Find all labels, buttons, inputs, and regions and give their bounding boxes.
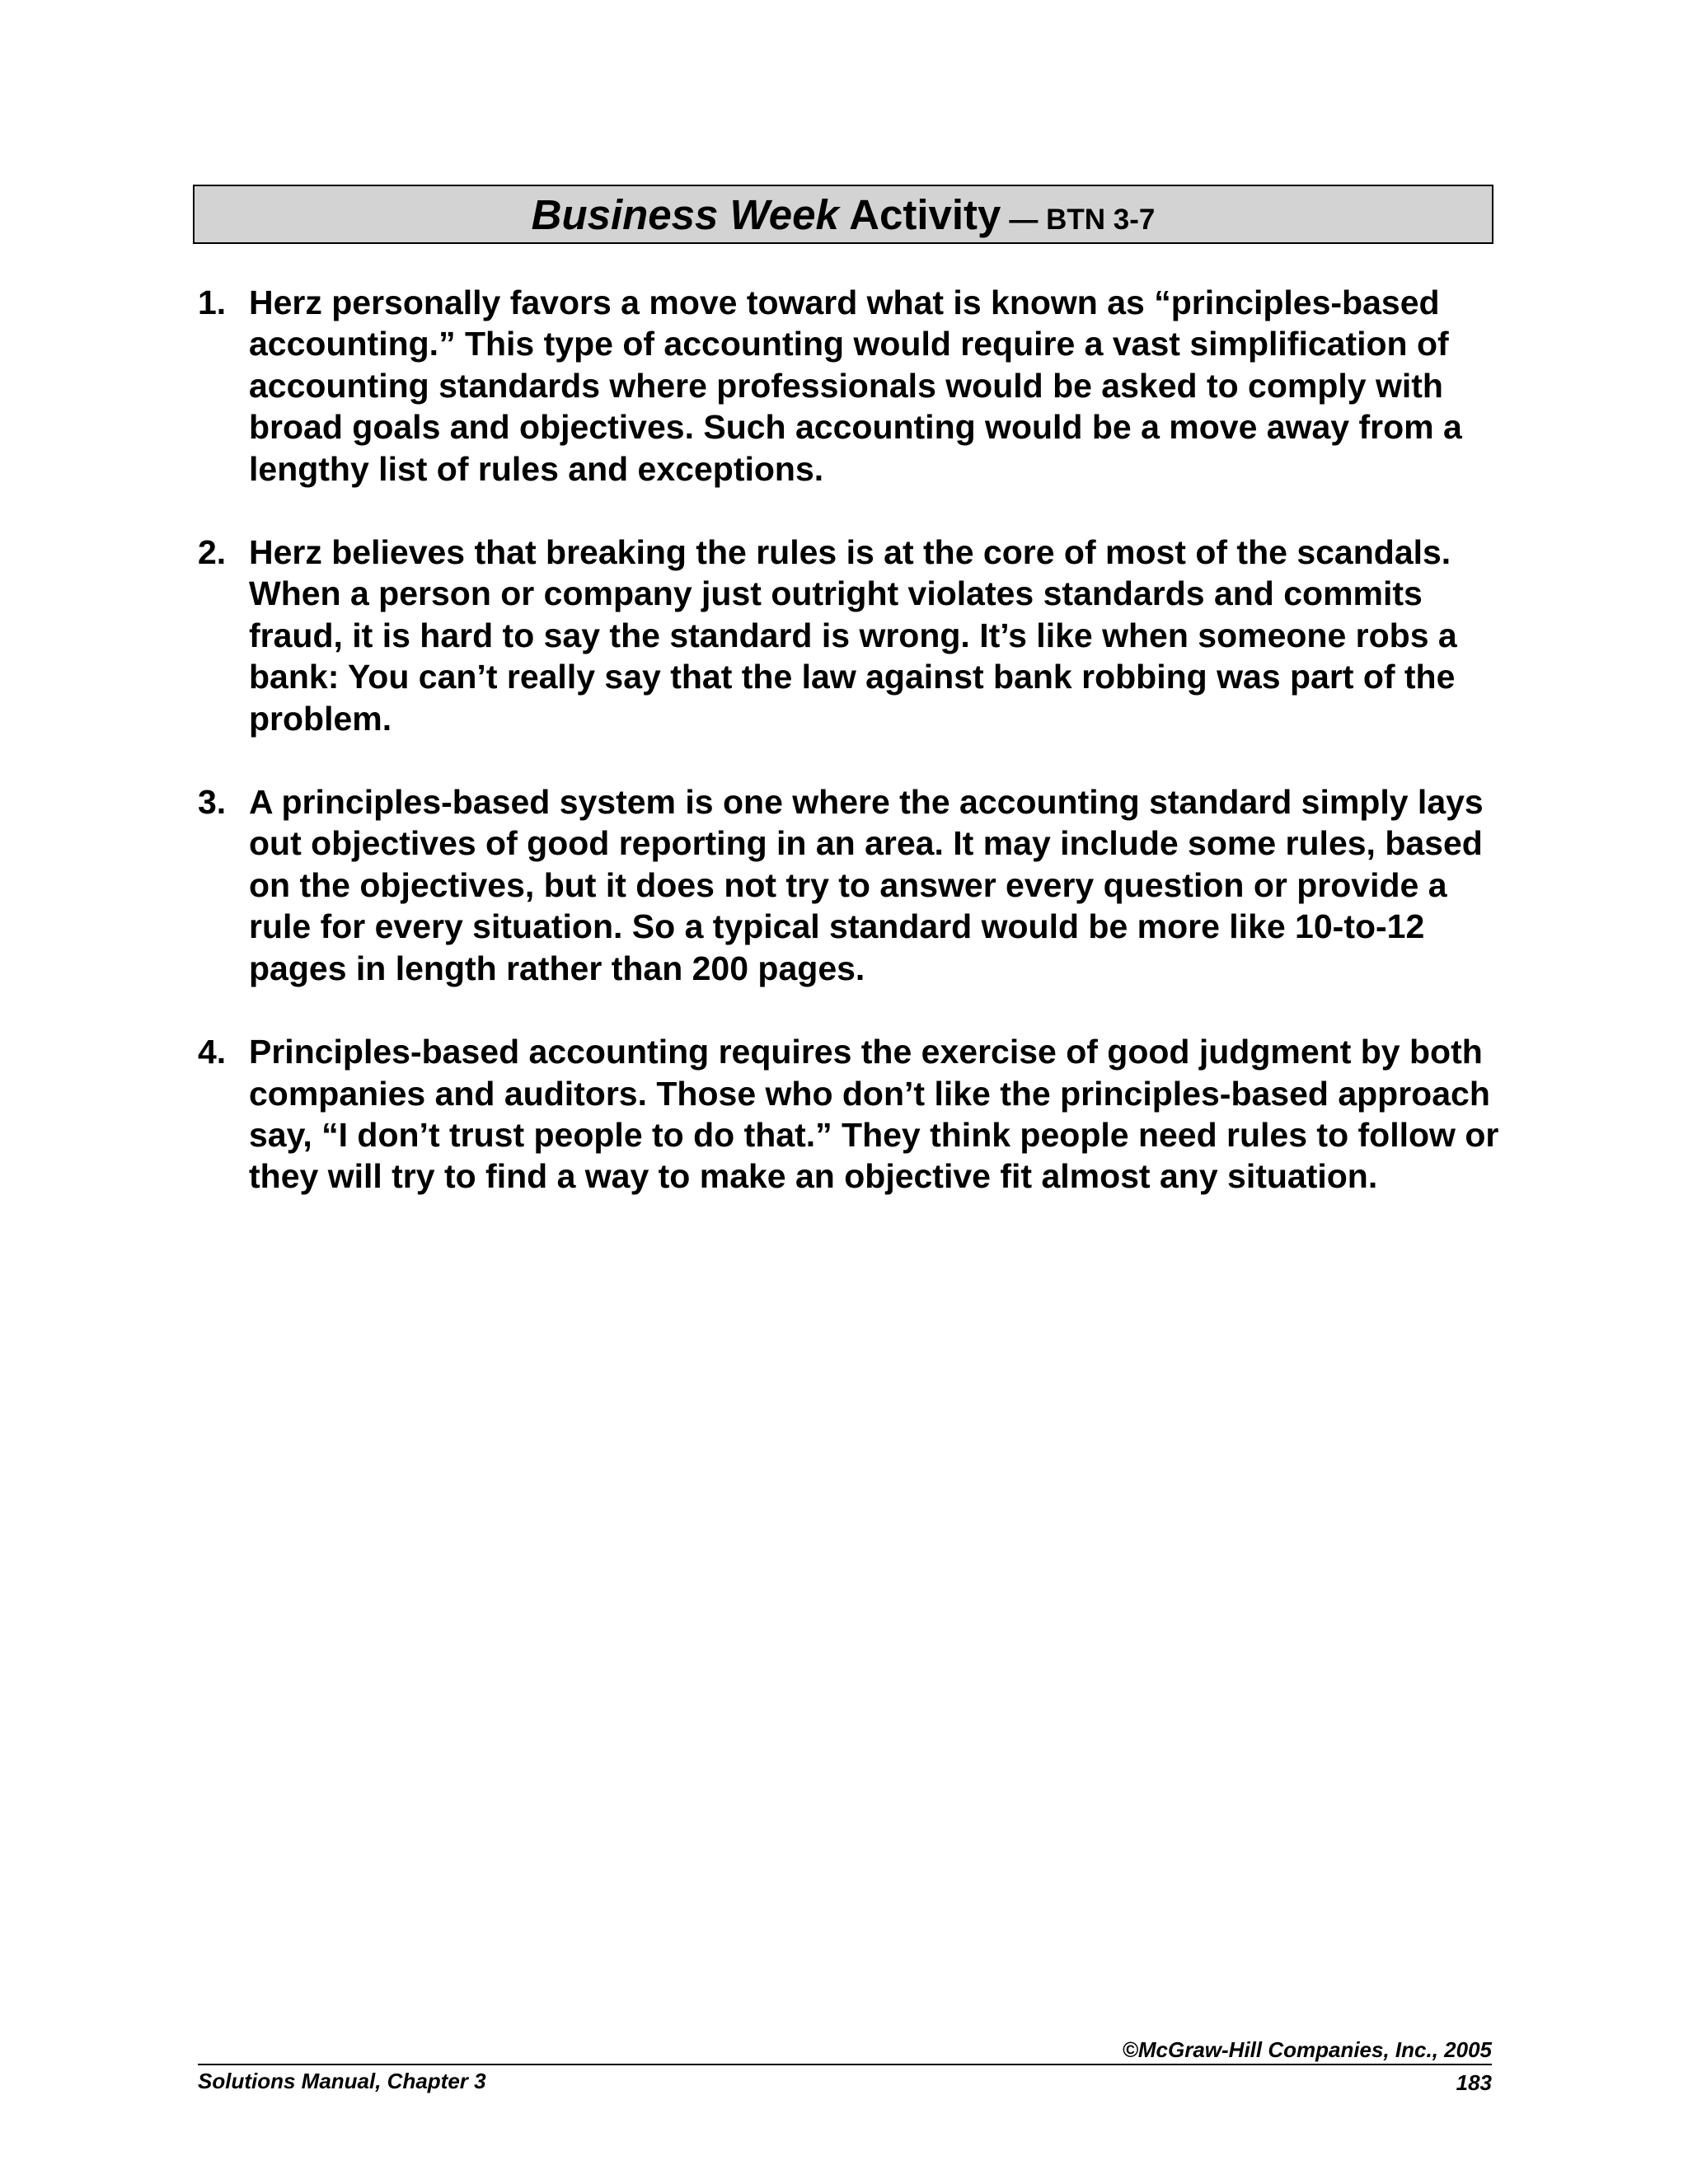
answer-text: Herz personally favors a move toward what is known as “principles-based accounting.” This type of accounting would require a vast simplification of accounting standards where professionals would be asked to comply with broad goals and objectives. Such accounting would be a move away from a lengthy list of rules and exceptions. [249, 284, 1462, 488]
manual-chapter-label: Solutions Manual, Chapter 3 [198, 2069, 486, 2093]
title-code: — BTN 3-7 [1009, 203, 1156, 236]
answer-number: 2. [198, 533, 227, 572]
answer-text: Herz believes that breaking the rules is at the core of most of the scandals. When a person or company just outright violates standards and commits fraud, it is hard to say the standard is wrong. It’s like when someone robs a bank: You can’t really say that the law against bank robbing was part of the problem. [249, 533, 1457, 738]
answer-number: 3. [198, 783, 227, 822]
title-rest: Activity [838, 190, 1001, 238]
answer-item [198, 781, 1500, 989]
activity-title-box [193, 185, 1493, 244]
footer-divider [198, 2064, 1492, 2065]
answer-item [198, 282, 1500, 490]
answer-text: A principles-based system is one where the accounting standard simply lays out objectives of good reporting in an area. It may include some rules, based on the objectives, but it does not try to answer every question or provide a rule for every situation. So a typical standard would be more like 10-to-12 pages in length rather than 200 pages. [249, 783, 1484, 987]
page-title [531, 190, 1156, 238]
answer-item [198, 1031, 1500, 1197]
page-number: 183 [1456, 2070, 1492, 2095]
answer-number: 1. [198, 284, 227, 321]
answer-text: Principles-based accounting requires the exercise of good judgment by both companies and auditors. Those who don’t like the principles-based approach say, “I don’t trust people to do that.” They think people need rules to follow or they will try to find a way to make an objective fit almost any situation. [249, 1033, 1499, 1196]
copyright-notice: ©McGraw-Hill Companies, Inc., 2005 [1122, 2037, 1492, 2062]
title-italic-part: Business Week [531, 190, 839, 238]
answer-list [198, 282, 1500, 1240]
answer-number: 4. [198, 1033, 227, 1071]
answer-item [198, 532, 1500, 739]
